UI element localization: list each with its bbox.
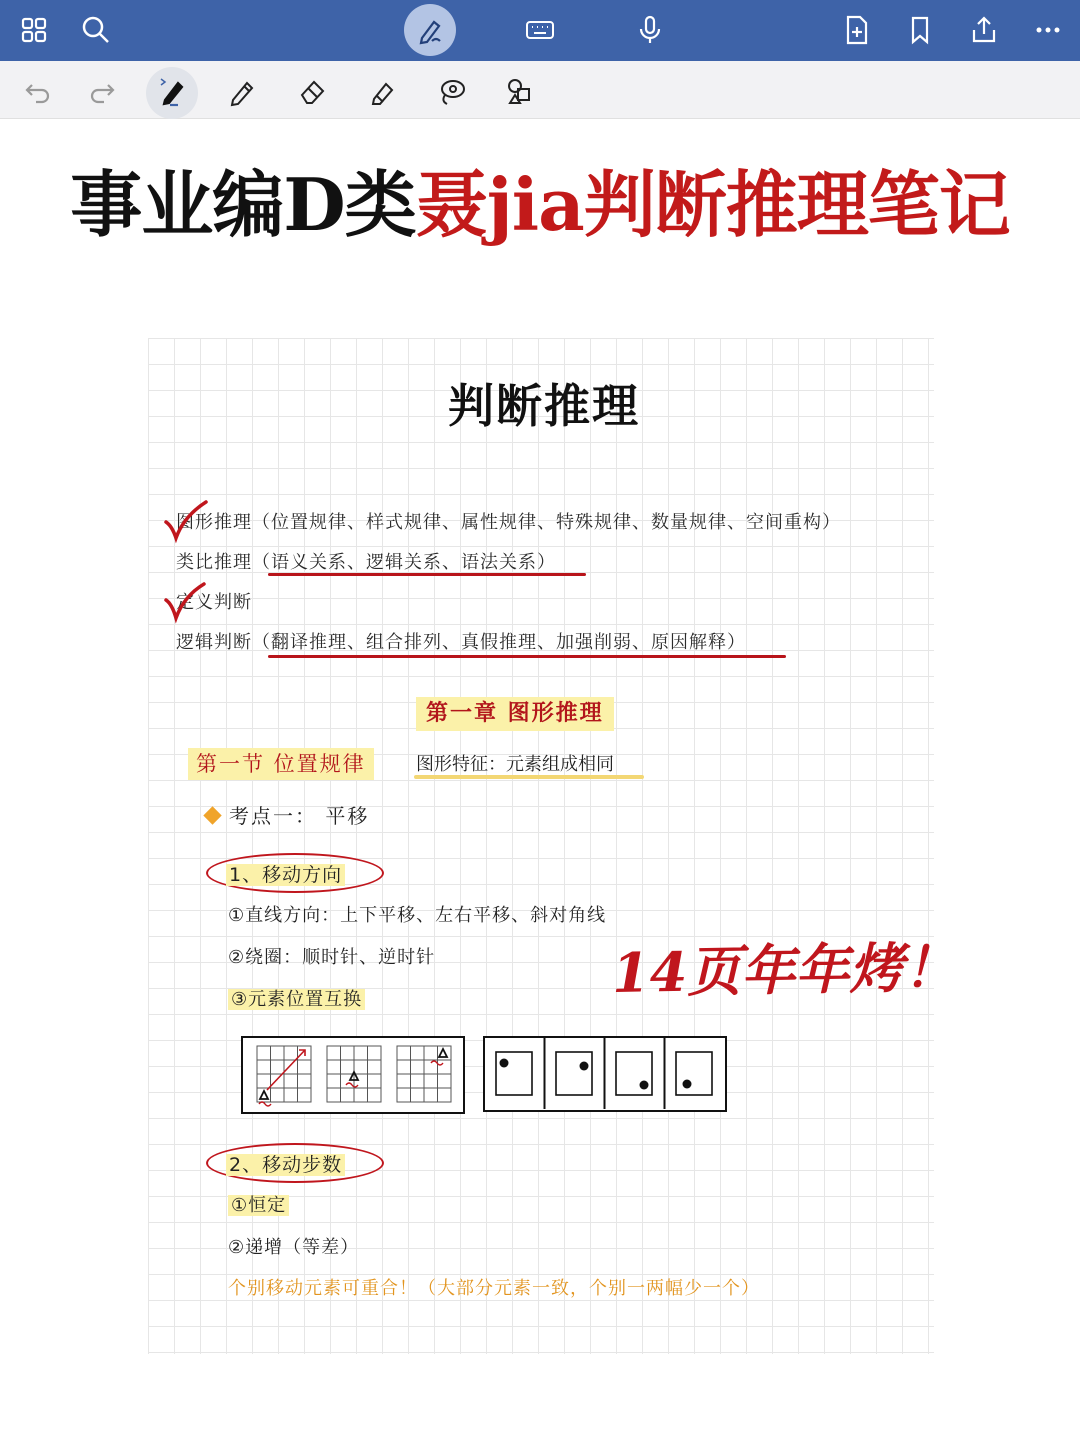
- bookmark-icon[interactable]: [898, 8, 942, 52]
- highlighter-icon[interactable]: [360, 69, 404, 113]
- checkmark-icon: [162, 500, 210, 544]
- shapes-icon[interactable]: [498, 69, 542, 113]
- search-icon[interactable]: [74, 8, 118, 52]
- banner-title-red: 聂jia判断推理笔记: [415, 162, 1010, 247]
- red-underline: [268, 655, 786, 658]
- steps-item-text: ①恒定: [228, 1195, 289, 1216]
- diamond-bullet-icon: [203, 806, 221, 824]
- direction-item-text: ③元素位置互换: [228, 989, 365, 1010]
- yellow-underline: [414, 775, 644, 779]
- direction-item: ②绕圈：顺时针、逆时针: [228, 947, 436, 968]
- direction-heading-text: 1、移动方向: [226, 864, 345, 886]
- steps-heading-text: 2、移动步数: [226, 1154, 345, 1176]
- grid-view-icon[interactable]: [12, 8, 56, 52]
- direction-item: ①直线方向：上下平移、左右平移、斜对角线: [228, 905, 607, 926]
- outline-item-logic: 逻辑判断（翻译推理、组合排列、真假推理、加强削弱、原因解释）: [176, 632, 746, 653]
- steps-item: ②递增（等差）: [228, 1237, 360, 1258]
- pencil-icon[interactable]: [220, 69, 264, 113]
- direction-heading: [226, 860, 345, 887]
- section-heading: 第一节 位置规律: [188, 748, 374, 780]
- grid-figure-drawing: [243, 1038, 462, 1111]
- steps-item: [228, 1191, 289, 1217]
- eraser-icon[interactable]: [290, 69, 334, 113]
- outline-item-figure: 图形推理（位置规律、样式规律、属性规律、特殊规律、数量规律、空间重构）: [176, 512, 841, 533]
- kaodian-text: 考点一： 平移: [229, 804, 370, 828]
- banner-title: [0, 150, 1080, 260]
- tip-note: 个别移动元素可重合！（大部分元素一致，个别一两幅少一个）: [228, 1278, 760, 1299]
- figure-feature-text: 图形特征：元素组成相同: [416, 754, 614, 775]
- handwritten-note: 14页年年烤！: [611, 934, 958, 1006]
- share-icon[interactable]: [962, 8, 1006, 52]
- steps-heading: [226, 1150, 345, 1177]
- microphone-icon[interactable]: [628, 8, 672, 52]
- more-options-icon[interactable]: [1026, 8, 1070, 52]
- direction-item: [228, 985, 365, 1011]
- checkmark-icon: [162, 582, 210, 626]
- kaodian-heading: [206, 800, 369, 829]
- dot-figure-drawing: [485, 1038, 724, 1109]
- chapter-heading: 第一章 图形推理: [416, 697, 614, 731]
- redo-icon[interactable]: [80, 69, 124, 113]
- pen-mode-button[interactable]: [404, 4, 456, 56]
- add-page-icon[interactable]: [834, 8, 878, 52]
- red-underline: [268, 573, 586, 576]
- pen-icon: [414, 14, 446, 46]
- bluetooth-pen-icon[interactable]: [150, 69, 194, 113]
- grid-translation-figure: [241, 1036, 465, 1114]
- outline-item-analogy: 类比推理（语义关系、逻辑关系、语法关系）: [176, 552, 556, 573]
- undo-icon[interactable]: [16, 69, 60, 113]
- banner-title-black: 事业编D类: [70, 162, 416, 247]
- outline-item-definition: 定义判断: [176, 592, 252, 613]
- lasso-icon[interactable]: [430, 69, 474, 113]
- drawing-toolbar: [0, 61, 1080, 119]
- keyboard-icon[interactable]: [518, 8, 562, 52]
- app-top-bar: [0, 0, 1080, 61]
- dot-position-figure: [483, 1036, 727, 1112]
- note-title: 判断推理: [448, 379, 640, 433]
